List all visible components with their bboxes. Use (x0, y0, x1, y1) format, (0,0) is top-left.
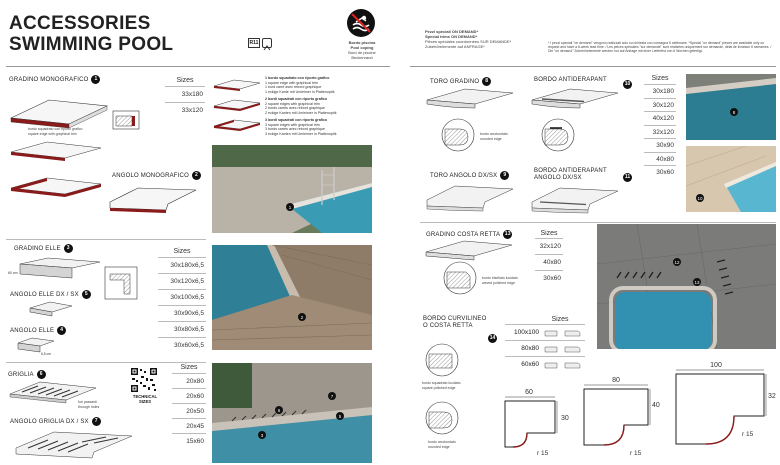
angolo-elle-label: ANGOLO ELLE DX / SX 5 (10, 290, 91, 299)
griglia-caption: fori passanti through holes (78, 400, 100, 409)
curvilineo-profile-1 (543, 328, 583, 338)
toro-angolo-label: TORO ANGOLO DX/SX 9 (430, 171, 509, 180)
pool-photo-3 (212, 363, 372, 463)
qr-label: TECHNICAL SIZES (132, 394, 158, 404)
curvilineo-caption-1: bordo squadrato lucidato square polished edge (422, 381, 461, 390)
antiderapant-angolo-num: 11 (624, 174, 631, 181)
svg-text:100: 100 (710, 362, 722, 369)
svg-text:r 15: r 15 (742, 431, 754, 438)
elle-sizes: Sizes 30x180x6,5 30x120x6,5 30x100x6,5 30x90x6,5 30x80x6,5 30x60x6,5 (158, 248, 206, 353)
curve-diagram-100 (672, 358, 778, 462)
svg-text:5: 5 (338, 414, 342, 419)
curve-diagram-80 (580, 373, 670, 463)
title-line-1: ACCESSORIES (9, 13, 151, 34)
curvilineo-caption-2: bordo arrotondato rounded edge (428, 440, 456, 449)
divider (6, 66, 390, 67)
costa-edge-detail (442, 260, 478, 296)
griglia-label: GRIGLIA 6 (8, 370, 46, 379)
svg-text:6,5 cm: 6,5 cm (41, 352, 51, 356)
pool-photo-8 (686, 74, 776, 140)
gradino-edge-detail (112, 110, 140, 130)
antiderapant-drawing (530, 86, 620, 112)
angolo-label: ANGOLO MONOGRAFICO 2 (112, 171, 201, 180)
svg-text:6: 6 (277, 408, 281, 413)
angolo-elle-drawing (26, 298, 76, 320)
antiderapant-num: 10 (624, 81, 631, 88)
curvilineo-edge-detail-2 (424, 400, 460, 436)
toro-angolo-drawing (425, 180, 515, 212)
svg-text:r 15: r 15 (537, 450, 549, 457)
on-demand-note: * I pezzi speciali "on demand" vengono realizzati solo su richiesta con consegna 6 settimane. *Special "on demand" pieces are available only on request and have a 6-week lead time. / Les pièces spéciales "sur demande" sont réalisées uniquement sur demande, délai de livraison 6 semaines. / Die "on demand" Zubehörelemente werden nur auf Anfrage mit einer Lieferfrist von 6 Wochen gefertigt. (548, 41, 772, 54)
angolo-griglia-label: ANGOLO GRIGLIA DX / SX 7 (10, 417, 101, 426)
pool-icon (347, 9, 375, 37)
toro-label: TORO GRADINO 8 (430, 77, 491, 86)
antiderapant-edge-detail (540, 117, 576, 153)
gradino-label: GRADINO MONOGRAFICO 1 (9, 75, 100, 84)
svg-text:60 cm: 60 cm (8, 271, 18, 275)
svg-text:3: 3 (260, 433, 264, 438)
pool-photo-1 (212, 145, 372, 233)
elle-drawing (8, 256, 103, 288)
curve-diagram-60 (495, 385, 580, 460)
edge-variants-drawing (212, 76, 262, 136)
curvilineo-profile-3 (543, 360, 583, 370)
antiderapant-angolo-drawing (530, 182, 620, 214)
divider (6, 362, 206, 363)
svg-text:60: 60 (525, 389, 533, 396)
curvilineo-profile-2 (543, 344, 583, 354)
svg-text:30: 30 (561, 415, 569, 422)
slip-icon (262, 38, 272, 48)
svg-text:32: 32 (768, 393, 776, 400)
svg-text:80: 80 (612, 377, 620, 384)
page-title (9, 13, 173, 55)
toro-caption: bordo arrotondato rounded edge (480, 132, 508, 141)
qr-code[interactable] (130, 367, 158, 393)
antiderapant-angolo-label: BORDO ANTIDERAPANT ANGOLO DX/SX (534, 168, 607, 181)
title-line-2: SWIMMING POOL (9, 34, 174, 55)
griglia-sizes: Sizes 20x80 20x60 20x50 20x45 15x60 (172, 364, 206, 448)
svg-text:2: 2 (300, 315, 304, 320)
gradino-caption: bordo squadrato con riporto grafico square edge with graphical trim (28, 127, 83, 136)
divider (420, 222, 776, 223)
on-demand-block: Pezzi speciali ON DEMAND* Special trims ON DEMAND* Pièces spéciales coordonnées SUR DEMANDE* Zubehörelemente auf ANFRAGE* (425, 29, 512, 49)
elle-edge-detail (104, 266, 138, 300)
costa-caption: bordo bisellato lucidato waved polished edge (482, 276, 518, 285)
costa-sizes: Sizes 32x120 40x80 30x60 (535, 230, 563, 286)
angolo-drawing (108, 180, 198, 215)
angolo-griglia-drawing (14, 426, 134, 460)
curvilineo-num: 14 (489, 335, 496, 342)
toro-drawing (425, 86, 515, 112)
pool-photo-10 (686, 146, 776, 212)
divider (410, 66, 776, 67)
pool-photo-2 (212, 245, 372, 350)
angolo-4-label: ANGOLO ELLE 4 (10, 326, 66, 335)
svg-text:r 15: r 15 (630, 450, 642, 457)
divider (6, 239, 206, 240)
curvilineo-label: BORDO CURVILINEO O COSTA RETTA (423, 316, 487, 329)
edge-legend: 1 bordo squadrato con riporto grafico 1 square edge with graphical trim 1 bord carré avec rebord graphique 1 eckige Kante mit Umleimer in Plattenoptik 2 bordi squadrati con riporto grafico 2 square edges with graphical trim 2 bords carrés avec rebord graphique 2 eckige Kanten mit Umleimer in Plattenoptik 3 bordi squadrati con riporto grafico 3 square edges with graphical trim 3 bords carrés avec rebord graphique 3 eckige Kanten mit Umleimer in Plattenoptik (265, 76, 337, 136)
svg-text:7: 7 (330, 394, 334, 399)
toro-edge-detail (440, 117, 476, 153)
svg-text:8: 8 (732, 110, 736, 115)
variant-tiles-drawing (9, 138, 104, 208)
antiderapant-sizes: Sizes 30x180 30x120 40x120 32x120 30x90 40x80 30x60 (644, 75, 676, 179)
antiderapant-label: BORDO ANTIDERAPANT (534, 77, 607, 83)
svg-text:10: 10 (697, 196, 703, 201)
elle-label: GRADINO ELLE 3 (14, 244, 73, 253)
curvilineo-sizes: Sizes 100x100 80x80 60x60 (505, 316, 585, 372)
svg-text:13: 13 (694, 280, 700, 285)
svg-text:40: 40 (652, 402, 660, 409)
r11-badge: R11 (249, 40, 259, 46)
pool-label: Bordo piscina Pool coping Bord de piscine Beckenrand (348, 40, 376, 60)
curvilineo-edge-detail-1 (424, 342, 460, 378)
svg-text:12: 12 (674, 260, 680, 265)
pool-photo-12 (597, 224, 776, 349)
angolo-4-drawing (14, 335, 62, 357)
svg-text:1: 1 (288, 205, 292, 210)
costa-label: GRADINO COSTA RETTA 13 (426, 231, 511, 239)
gradino-sizes: Sizes 33x180 33x120 (165, 77, 205, 118)
